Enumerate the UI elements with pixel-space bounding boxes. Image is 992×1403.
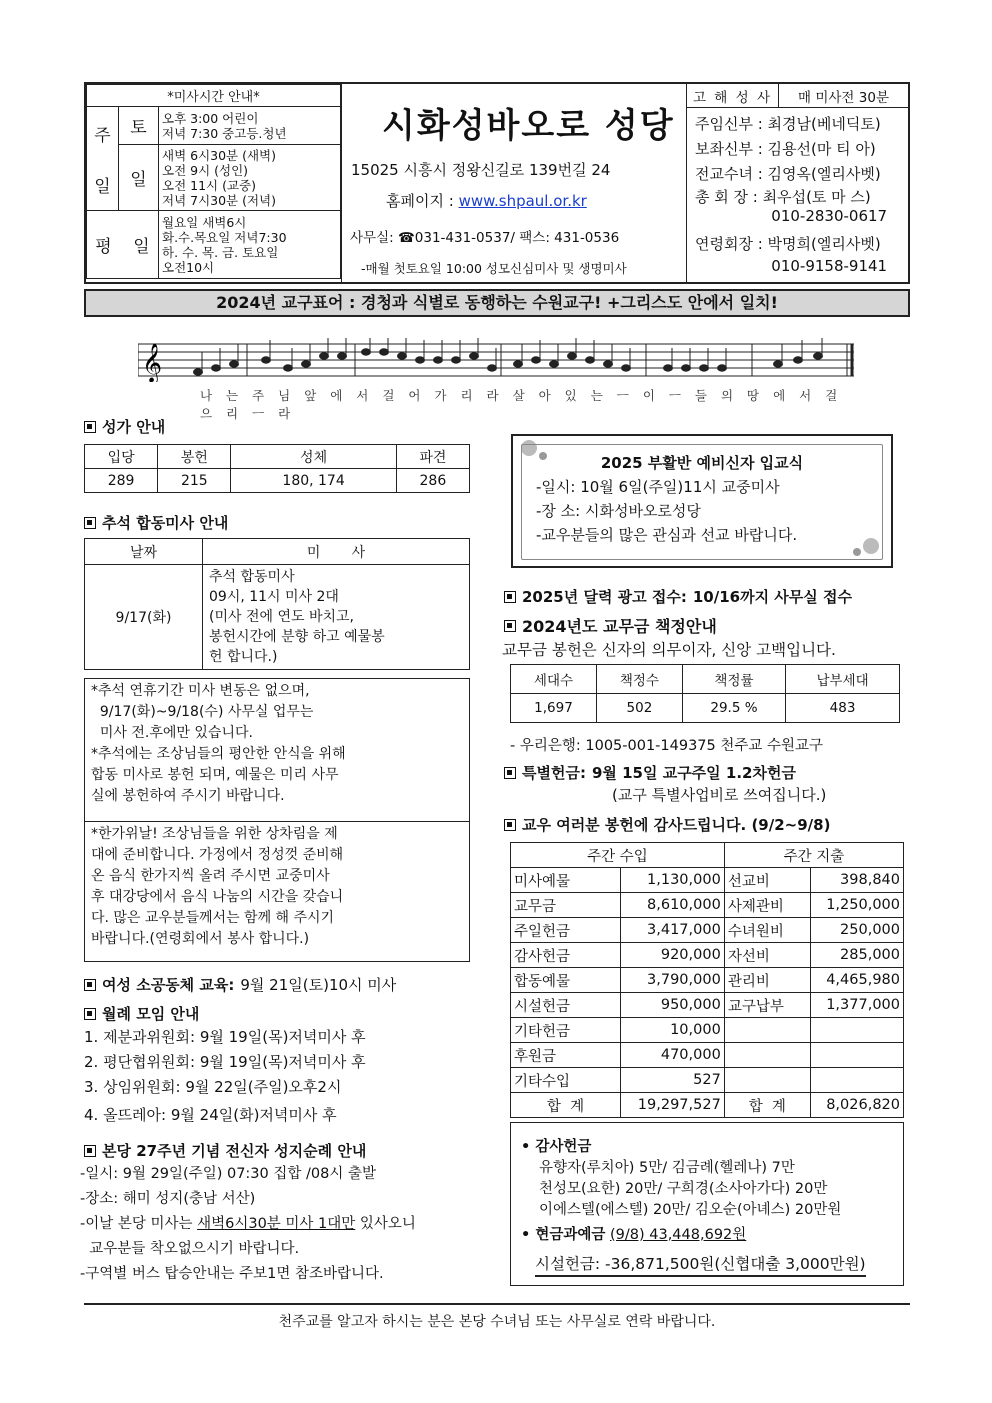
notice-line: 온 음식 한가지씩 올려 주시면 교중미사	[91, 868, 330, 884]
bullet-square-icon	[504, 591, 516, 603]
music-note	[622, 365, 631, 371]
music-note	[774, 361, 783, 367]
list-item: 유향자(루치아) 5만/ 김금례(헬레나) 7만	[539, 1160, 795, 1176]
notice-line: 9/17(화)~9/18(수) 사무실 업무는	[91, 704, 314, 720]
music-note	[398, 353, 407, 359]
weekday-line: 화.수.목요일 저녁7:30	[162, 229, 287, 245]
table-row	[511, 943, 904, 968]
easter-line: -일시: 10월 6일(주일)11시 교중미사	[536, 478, 780, 496]
cash-row: • 현금과예금 (9/8) 43,448,692원	[521, 1227, 747, 1243]
saturday-line: 오후 3:00 어린이	[162, 110, 259, 126]
finance-item: 자선비	[724, 943, 810, 968]
bullet-square-icon	[504, 620, 516, 632]
chuseok-col-mass: 미 사	[203, 539, 470, 565]
footer-note: 천주교를 알고자 하시는 분은 본당 수녀님 또는 사무실로 연락 바랍니다.	[278, 1314, 716, 1330]
music-note	[338, 353, 347, 359]
music-note	[586, 357, 595, 363]
finance-heading-text: 교우 여러분 봉헌에 감사드립니다. (9/2~9/8)	[522, 816, 831, 834]
clergy-box	[686, 84, 908, 282]
finance-amount: 920,000	[621, 943, 725, 968]
list-item: 1. 제분과위원회: 9월 19일(목)저녁미사 후	[84, 1028, 366, 1046]
chuseok-mass-cell	[203, 565, 470, 670]
finance-item: 수녀원비	[724, 918, 810, 943]
chuseok-heading-text: 추석 합동미사 안내	[102, 514, 229, 532]
special-offering	[504, 762, 796, 783]
sunday-line: 오전 9시 (성인)	[162, 162, 249, 178]
sunday-label-1: 주	[94, 125, 111, 146]
finance-item: 주일헌금	[511, 918, 621, 943]
bullet-square-icon	[84, 1008, 96, 1020]
hymn-value: 180, 174	[231, 469, 396, 493]
notice-line: 후 대강당에서 음식 나눔의 시간을 갖습니	[91, 889, 344, 905]
bullet-square-icon	[84, 1145, 96, 1157]
calendar-ad	[504, 586, 852, 607]
women-community-text: 9월 21일(토)10시 미사	[240, 976, 397, 994]
finance-item: 선교비	[724, 868, 810, 893]
finance-amount: 1,377,000	[810, 993, 903, 1018]
cash-heading: 현금과예금	[535, 1227, 606, 1243]
chuseok-mass-line: 봉헌시간에 분향 하고 예물봉	[209, 629, 385, 645]
chuseok-notice-1	[84, 678, 470, 822]
table-row	[511, 893, 904, 918]
notice-line: 합동 미사로 봉헌 되며, 예물은 미리 사무	[91, 767, 339, 783]
notice-line: 다. 많은 교우분들께서는 함께 해 주시기	[91, 910, 335, 926]
finance-item: 시설헌금	[511, 993, 621, 1018]
sunday-times	[159, 145, 341, 211]
finance-amount: 527	[621, 1068, 725, 1093]
tithe-value: 502	[596, 694, 682, 723]
bullet-square-icon	[504, 767, 516, 779]
saturday-line: 저녁 7:30 중고등.청년	[162, 125, 287, 141]
meetings-heading	[84, 1003, 199, 1024]
mass-note-suffix: 있사오니	[355, 1216, 416, 1232]
music-staff	[138, 338, 854, 382]
finance-heading	[504, 814, 830, 835]
finance-amount: 1,130,000	[621, 868, 725, 893]
music-note	[212, 365, 221, 371]
pilgrimage-heading-text: 본당 27주년 기념 전신자 성지순례 안내	[102, 1142, 367, 1160]
weekday-times	[159, 211, 341, 279]
weekday-line: 오전10시	[162, 259, 215, 275]
income-header: 주간 수입	[511, 843, 725, 868]
tithe-table	[510, 664, 900, 723]
music-note	[320, 353, 329, 359]
homepage-link[interactable]: www.shpaul.or.kr	[458, 192, 587, 210]
chuseok-table	[84, 538, 470, 670]
finance-amount: 250,000	[810, 918, 903, 943]
weekday-label: 평 일	[87, 211, 159, 279]
table-row	[511, 993, 904, 1018]
hymn-table	[84, 444, 470, 493]
list-item: -구역별 버스 탑승안내는 주보1면 참조바랍니다.	[80, 1266, 384, 1282]
tithe-heading-text: 2024년도 교무금 책정안내	[522, 617, 717, 636]
bullet-square-icon	[84, 517, 96, 529]
finance-amount: 398,840	[810, 868, 903, 893]
hymn-header: 성체	[231, 445, 396, 469]
music-note	[568, 353, 577, 359]
finance-item: 사제관비	[724, 893, 810, 918]
mass-schedule-table	[86, 84, 341, 279]
easter-title: 2025 부활반 예비신자 입교식	[600, 454, 804, 472]
finance-amount: 10,000	[621, 1018, 725, 1043]
table-row	[511, 918, 904, 943]
parish-name: 시화성바오로 성당	[382, 106, 675, 146]
finance-amount: 950,000	[621, 993, 725, 1018]
confession-row	[687, 84, 908, 108]
mass-note-prefix: -이날 본당 미사는	[80, 1216, 198, 1232]
staff-phone: 010-2830-0617	[695, 207, 888, 225]
list-item: -장소: 해미 성지(충남 서산)	[80, 1191, 256, 1207]
meetings-heading-text: 월례 모임 안내	[102, 1005, 200, 1023]
finance-amount: 4,465,980	[810, 968, 903, 993]
finance-item: 교무금	[511, 893, 621, 918]
bulletin-header	[84, 82, 910, 284]
music-note	[470, 353, 479, 359]
cash-value: (9/8) 43,448,692원	[609, 1227, 747, 1243]
staff-line: 보좌신부 : 김용선(마 티 아)	[695, 140, 876, 158]
finance-item	[724, 1068, 810, 1093]
mass-schedule-title: *미사시간 안내*	[87, 85, 341, 107]
easter-content	[521, 444, 883, 560]
finance-amount	[810, 1043, 903, 1068]
hymn-header: 파견	[396, 445, 469, 469]
office-contact: 사무실: ☎031-431-0537/ 팩스: 431-0536	[350, 230, 620, 246]
staff-line: 연령회장 : 박명희(엘리사벳)	[695, 235, 881, 253]
women-community	[84, 974, 396, 995]
finance-table	[510, 842, 904, 1118]
special-text: 9월 15일 교구주일 1.2차헌금	[591, 764, 796, 782]
notice-line: 대에 준비합니다. 가정에서 정성껏 준비해	[91, 847, 344, 863]
music-note	[604, 361, 613, 367]
hymn-value: 286	[396, 469, 469, 493]
chuseok-date: 9/17(화)	[85, 565, 203, 670]
total-label: 합 계	[724, 1093, 810, 1118]
easter-line: -장 소: 시화성바오로성당	[536, 502, 701, 520]
tithe-header: 책정수	[596, 665, 682, 694]
sunday-line: 오전 11시 (교중)	[162, 177, 256, 193]
easter-box	[511, 434, 893, 568]
music-note	[230, 361, 239, 367]
chuseok-heading	[84, 512, 228, 533]
music-note	[262, 357, 271, 363]
finance-item: 감사헌금	[511, 943, 621, 968]
pilgrimage-details	[80, 1162, 416, 1287]
music-note	[302, 361, 311, 367]
finance-amount: 1,250,000	[810, 893, 903, 918]
finance-amount: 8,610,000	[621, 893, 725, 918]
music-note	[514, 361, 523, 367]
finance-item: 미사예물	[511, 868, 621, 893]
diocese-motto: 2024년 교구표어 : 경청과 식별로 동행하는 수원교구! +그리스도 안에서 일치!	[84, 289, 910, 317]
staff-line: 주임신부 : 최경남(베네딕토)	[695, 115, 881, 133]
meetings-list	[84, 1025, 366, 1128]
sunday-label-2: 일	[94, 176, 111, 197]
chuseok-mass-line: 09시, 11시 미사 2대	[209, 589, 339, 605]
expense-header: 주간 지출	[724, 843, 903, 868]
svg-text:𝄞: 𝄞	[142, 343, 163, 382]
tithe-heading	[504, 614, 717, 637]
monthly-mass-note: -매월 첫토요일 10:00 성모신심미사 및 생명미사	[361, 261, 627, 276]
hymn-header: 입당	[85, 445, 158, 469]
tithe-header: 책정률	[682, 665, 785, 694]
facility-offering: 시설헌금: -36,871,500원(신협대출 3,000만원)	[535, 1254, 866, 1277]
music-note	[794, 357, 803, 363]
bullet-square-icon	[84, 979, 96, 991]
mass-note-underline: 새벽6시30분 미사 1대만	[197, 1216, 356, 1232]
finance-item: 기타수입	[511, 1068, 621, 1093]
notice-line: *한가위날! 조상님들을 위한 상차림을 제	[91, 826, 338, 842]
easter-line: -교우분들의 많은 관심과 선교 바랍니다.	[536, 526, 798, 544]
homepage-label: 홈페이지 :	[386, 192, 459, 210]
table-row	[511, 1068, 904, 1093]
music-note	[700, 365, 709, 371]
music-note	[664, 365, 673, 371]
music-note	[550, 361, 559, 367]
tithe-subtitle: 교무금 봉헌은 신자의 의무이자, 신앙 고백입니다.	[502, 641, 836, 659]
finance-item: 기타헌금	[511, 1018, 621, 1043]
list-item: 2. 평단협위원회: 9월 19일(목)저녁미사 후	[84, 1053, 366, 1071]
chuseok-notice-2	[84, 822, 470, 962]
notice-line: 미사 전.후에만 있습니다.	[91, 725, 253, 741]
music-note	[532, 357, 541, 363]
tithe-header: 세대수	[511, 665, 597, 694]
homepage	[386, 190, 587, 211]
tithe-value: 1,697	[511, 694, 597, 723]
table-row	[511, 968, 904, 993]
staff-line: 전교수녀 : 김영옥(엘리사벳)	[695, 165, 881, 183]
finance-amount	[810, 1018, 903, 1043]
hymn-header: 봉헌	[158, 445, 231, 469]
bullet-square-icon	[84, 421, 96, 433]
notice-line: 실에 봉헌하여 주시기 바랍니다.	[91, 788, 285, 804]
bank-account: - 우리은행: 1005-001-149375 천주교 수원교구	[510, 738, 824, 754]
special-heading: 특별헌금:	[522, 764, 586, 782]
finance-item: 관리비	[724, 968, 810, 993]
finance-amount: 3,790,000	[621, 968, 725, 993]
finance-item: 합동예물	[511, 968, 621, 993]
footer-divider	[84, 1303, 910, 1305]
pilgrimage-mass-note	[80, 1212, 416, 1237]
finance-amount: 3,417,000	[621, 918, 725, 943]
bullet-square-icon	[504, 819, 516, 831]
total-income: 19,297,527	[621, 1093, 725, 1118]
table-row	[511, 868, 904, 893]
calendar-ad-heading: 2025년 달력 광고 접수:	[522, 588, 687, 606]
music-note	[488, 365, 497, 371]
music-note	[434, 357, 443, 363]
hymn-value: 289	[85, 469, 158, 493]
chuseok-mass-line: 헌 합니다.)	[209, 649, 278, 665]
women-community-heading: 여성 소공동체 교육:	[102, 976, 235, 994]
list-item: 이에스텔(에스텔) 20만/ 김오순(아녜스) 20만원	[539, 1202, 842, 1218]
notice-line: *추석에는 조상님들의 평안한 안식을 위해	[91, 746, 346, 762]
total-label: 합 계	[511, 1093, 621, 1118]
music-note	[814, 353, 823, 359]
list-item: 4. 올뜨레아: 9월 24일(화)저녁미사 후	[84, 1106, 337, 1124]
thanks-heading: • 감사헌금	[521, 1139, 592, 1155]
total-expense: 8,026,820	[810, 1093, 903, 1118]
music-note	[194, 369, 203, 375]
staff-phone: 010-9158-9141	[695, 257, 888, 275]
chuseok-mass-line: (미사 전에 연도 바치고,	[209, 609, 354, 625]
chuseok-col-date: 날짜	[85, 539, 203, 565]
list-item: 교우분들 착오없으시기 바랍니다.	[80, 1241, 300, 1257]
thanks-list	[521, 1158, 893, 1221]
finance-amount: 285,000	[810, 943, 903, 968]
music-note	[362, 349, 371, 355]
weekday-line: 하. 수. 목. 금. 토요일	[162, 244, 279, 260]
list-item: 3. 상임위원회: 9월 22일(주일)오후2시	[84, 1078, 342, 1096]
music-note	[718, 365, 727, 371]
list-item: -일시: 9월 29일(주일) 07:30 집합 /08시 출발	[80, 1166, 376, 1182]
donation-box	[510, 1122, 904, 1286]
hymn-heading-text: 성가 안내	[102, 418, 166, 436]
notice-line: *추석 연휴기간 미사 변동은 없으며,	[91, 683, 310, 699]
finance-item: 후원금	[511, 1043, 621, 1068]
staff-line: 총 회 장 : 최우섭(토 마 스)	[695, 188, 871, 206]
confession-label: 고 해 성 사	[687, 84, 779, 107]
list-item: 천성모(요한) 20만/ 구희경(소사아가다) 20만	[539, 1181, 828, 1197]
special-note: (교구 특별사업비로 쓰여집니다.)	[612, 786, 827, 804]
chuseok-mass-line: 추석 합동미사	[209, 569, 295, 585]
table-row	[511, 1018, 904, 1043]
table-row	[511, 1043, 904, 1068]
music-note	[416, 357, 425, 363]
tithe-value: 483	[786, 694, 900, 723]
finance-amount	[810, 1068, 903, 1093]
notice-line: 바랍니다.(연령회에서 봉사 합니다.)	[91, 931, 310, 947]
calendar-ad-text: 10/16까지 사무실 접수	[692, 588, 852, 606]
music-note	[380, 349, 389, 355]
music-note	[452, 357, 461, 363]
hymn-heading	[84, 416, 165, 437]
thanks-heading-text: 감사헌금	[535, 1139, 592, 1155]
finance-item: 교구납부	[724, 993, 810, 1018]
saturday-times	[159, 107, 341, 145]
sunday-line: 새벽 6시30분 (새벽)	[162, 147, 277, 163]
hymn-value: 215	[158, 469, 231, 493]
music-note	[284, 365, 293, 371]
mass-schedule-box	[86, 84, 342, 282]
music-note	[682, 365, 691, 371]
weekday-line: 월요일 새벽6시	[162, 214, 247, 230]
finance-amount: 470,000	[621, 1043, 725, 1068]
sunday-line: 저녁 7시30분 (저녁)	[162, 192, 277, 208]
sunday-label: 일	[119, 145, 159, 211]
saturday-label: 토	[119, 107, 159, 145]
hymn-lyrics: 나 는 주 님 앞 에 서 걸 어 가 리 라 살 아 있 는 ㅡ 이 ㅡ 들 의 땅 에 서 걸 으 리 ㅡ 라	[200, 388, 843, 421]
tithe-value: 29.5 %	[682, 694, 785, 723]
finance-item	[724, 1043, 810, 1068]
finance-item	[724, 1018, 810, 1043]
clergy-list	[687, 108, 908, 277]
pilgrimage-heading	[84, 1140, 366, 1161]
confession-time: 매 미사전 30분	[798, 89, 889, 106]
tithe-header: 납부세대	[786, 665, 900, 694]
parish-address: 15025 시흥시 정왕신길로 139번길 24	[351, 161, 611, 179]
